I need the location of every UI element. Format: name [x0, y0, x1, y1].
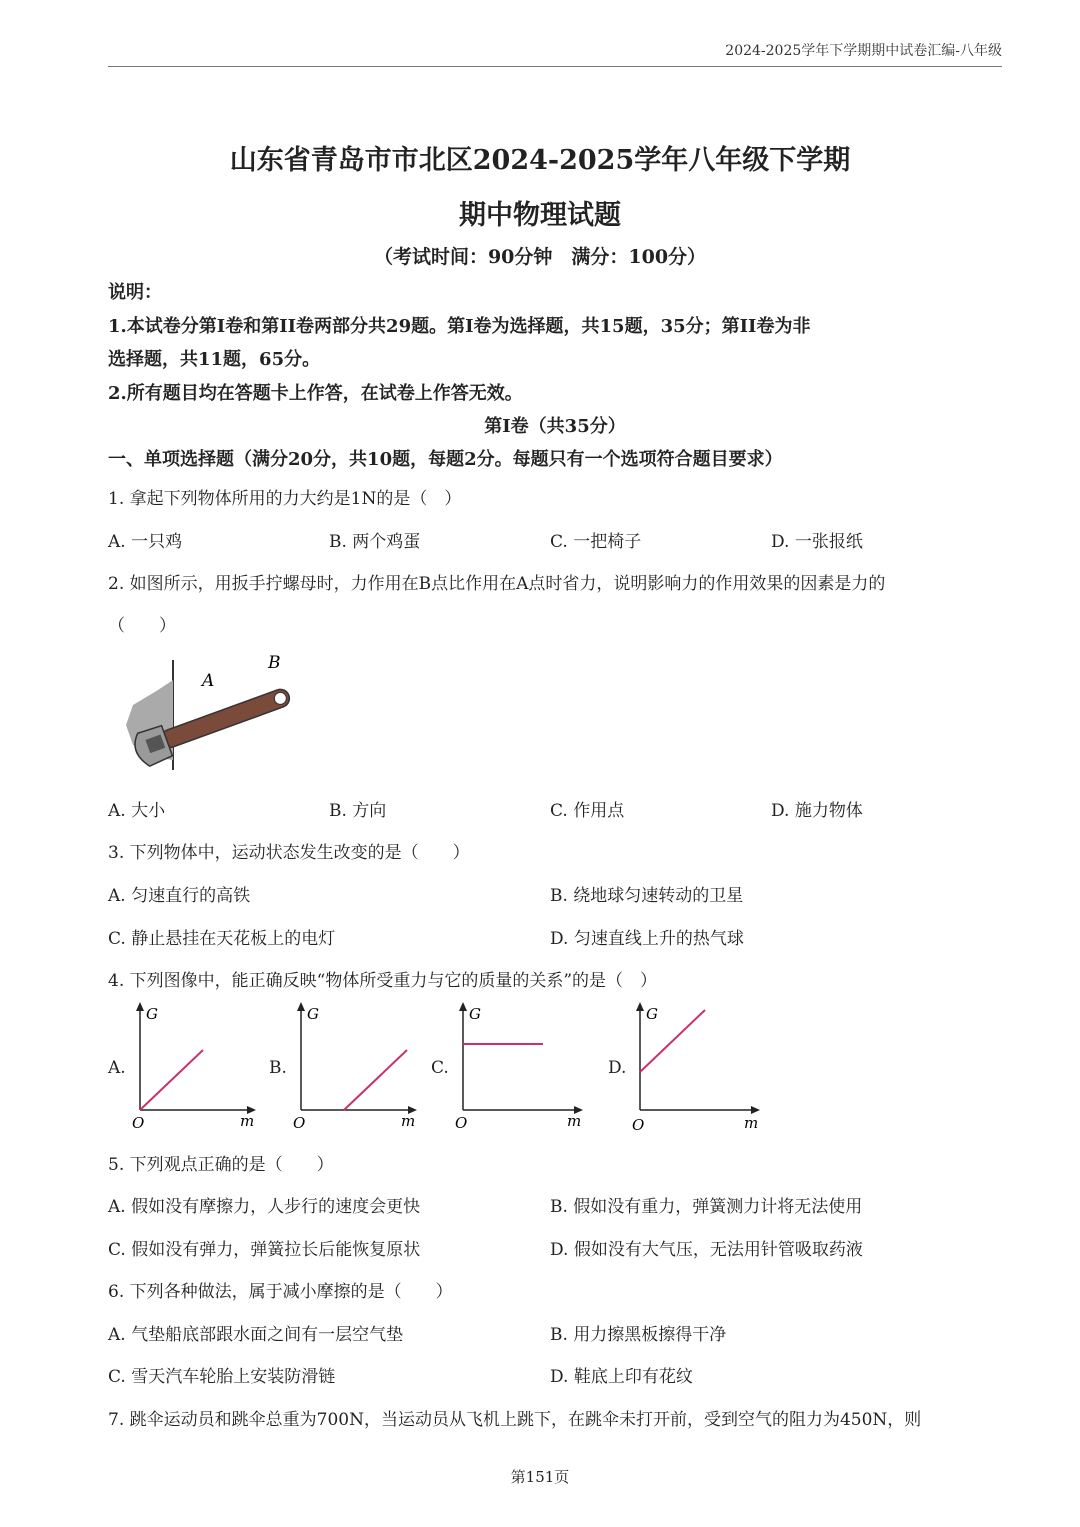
graph-b: [289, 1000, 419, 1135]
q3-option-c: C. 静止悬挂在天花板上的电灯: [108, 929, 336, 949]
graph-b-x-label: m: [401, 1112, 416, 1130]
point-b-label: B: [268, 653, 281, 673]
q2-option-c: C. 作用点: [550, 801, 625, 821]
note-2: 2.所有题目均在答题卡上作答，在试卷上作答无效。: [108, 383, 523, 404]
graph-c-y-label: G: [469, 1005, 481, 1023]
q3-option-d: D. 匀速直线上升的热气球: [550, 929, 744, 949]
page-header: 2024-2025学年下学期期中试卷汇编-八年级: [108, 40, 1002, 67]
q2-option-b: B. 方向: [329, 801, 387, 821]
graph-a-line: [140, 1050, 203, 1110]
graph-a-y-label: G: [146, 1005, 158, 1023]
question-5-stem: 5. 下列观点正确的是（ ）: [108, 1155, 334, 1175]
q4-option-b: B.: [269, 1058, 287, 1078]
q3-option-b: B. 绕地球匀速转动的卫星: [550, 886, 744, 906]
question-2-stem: 2. 如图所示，用扳手拧螺母时，力作用在B点比作用在A点时省力，说明影响力的作用效果的因素是力的: [108, 574, 886, 594]
q6-option-d: D. 鞋底上印有花纹: [550, 1367, 693, 1387]
q4-option-d: D.: [608, 1058, 627, 1078]
graph-a: [128, 1000, 258, 1135]
q4-option-c: C.: [431, 1058, 449, 1078]
notes-label: 说明：: [108, 282, 162, 303]
q1-option-d: D. 一张报纸: [771, 532, 863, 552]
q3-option-a: A. 匀速直行的高铁: [108, 886, 251, 906]
q5-option-a: A. 假如没有摩擦力，人步行的速度会更快: [108, 1197, 421, 1217]
point-a-label: A: [202, 671, 215, 691]
graph-c-x-label: m: [567, 1112, 582, 1130]
graph-b-line: [344, 1050, 407, 1110]
q1-option-a: A. 一只鸡: [108, 532, 183, 552]
question-6-stem: 6. 下列各种做法，属于减小摩擦的是（ ）: [108, 1282, 453, 1302]
note-1b: 选择题，共11题，65分。: [108, 349, 321, 370]
question-1-stem: 1. 拿起下列物体所用的力大约是1N的是（ ）: [108, 489, 462, 509]
question-4-stem: 4. 下列图像中，能正确反映“物体所受重力与它的质量的关系”的是（ ）: [108, 971, 658, 991]
q5-option-d: D. 假如没有大气压，无法用针管吸取药液: [550, 1240, 863, 1260]
part-1-heading: 第I卷（共35分）: [484, 416, 626, 437]
q5-option-c: C. 假如没有弹力，弹簧拉长后能恢复原状: [108, 1240, 421, 1260]
exam-subtitle: 期中物理试题: [459, 200, 621, 231]
graph-d: [628, 1000, 763, 1135]
exam-info: （考试时间：90分钟 满分：100分）: [373, 246, 707, 268]
q1-option-c: C. 一把椅子: [550, 532, 642, 552]
question-7-stem: 7. 跳伞运动员和跳伞总重为700N，当运动员从飞机上跳下，在跳伞未打开前，受到空气的阻力为450N，则: [108, 1410, 922, 1430]
q1-option-b: B. 两个鸡蛋: [329, 532, 421, 552]
question-3-stem: 3. 下列物体中，运动状态发生改变的是（ ）: [108, 843, 470, 863]
question-2-bracket: （ ）: [108, 616, 176, 636]
graph-d-x-label: m: [744, 1114, 759, 1132]
q6-option-a: A. 气垫船底部跟水面之间有一层空气垫: [108, 1325, 404, 1345]
wrench-figure: [118, 650, 308, 775]
q2-option-a: A. 大小: [108, 801, 166, 821]
q6-option-b: B. 用力擦黑板擦得干净: [550, 1325, 727, 1345]
graph-b-origin: O: [293, 1114, 306, 1132]
graph-c-origin: O: [455, 1114, 468, 1132]
graph-d-y-label: G: [646, 1005, 658, 1023]
graph-d-origin: O: [632, 1116, 645, 1134]
page-number: 第151页: [510, 1468, 570, 1486]
section-1-heading: 一、单项选择题（满分20分，共10题，每题2分。每题只有一个选项符合题目要求）: [108, 449, 783, 470]
graph-c: [451, 1000, 586, 1135]
graph-a-x-label: m: [240, 1112, 255, 1130]
graph-a-origin: O: [132, 1114, 145, 1132]
exam-title: 山东省青岛市市北区2024-2025学年八年级下学期: [229, 145, 851, 176]
q4-option-a: A.: [108, 1058, 126, 1078]
note-1a: 1.本试卷分第I卷和第II卷两部分共29题。第I卷为选择题，共15题，35分；第II卷为非: [108, 316, 811, 337]
q5-option-b: B. 假如没有重力，弹簧测力计将无法使用: [550, 1197, 863, 1217]
graph-b-y-label: G: [307, 1005, 319, 1023]
q6-option-c: C. 雪天汽车轮胎上安装防滑链: [108, 1367, 336, 1387]
q2-option-d: D. 施力物体: [771, 801, 863, 821]
